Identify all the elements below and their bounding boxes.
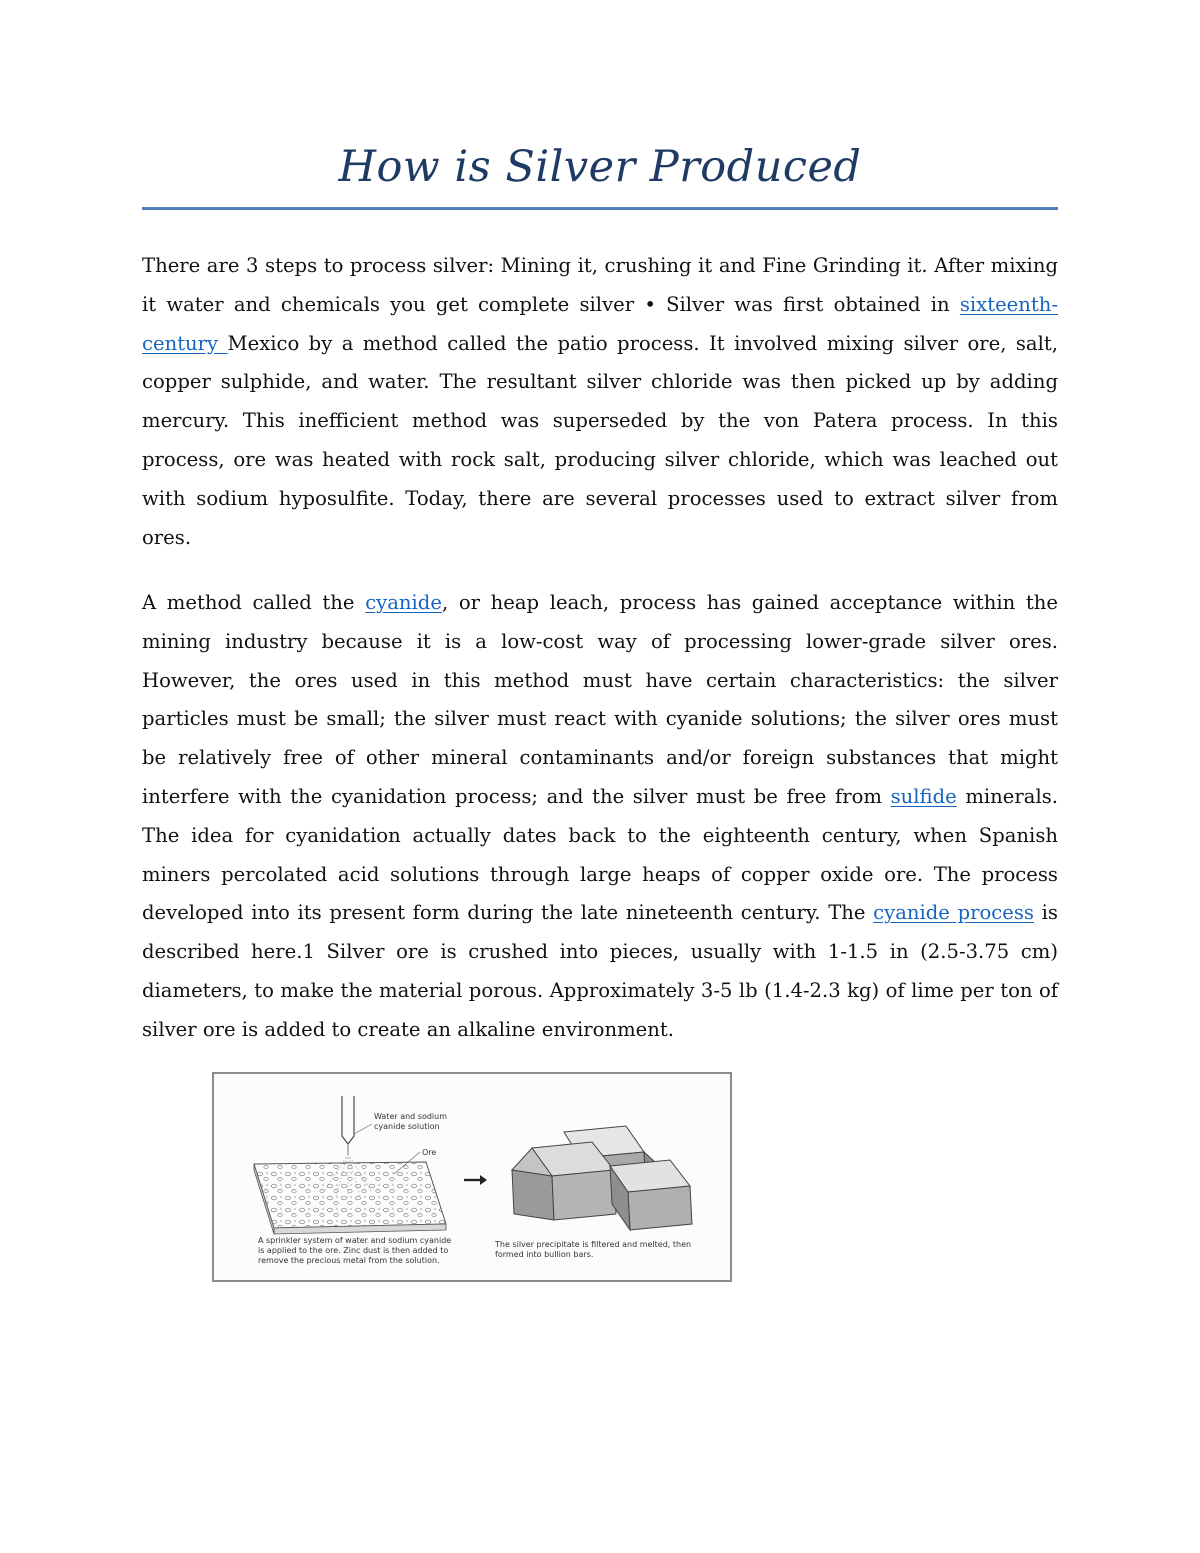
link-cyanide-process[interactable]: cyanide process — [873, 901, 1034, 925]
cyanide-text-a: A method called the — [142, 591, 366, 614]
cyanide-text-d: is described here.1 Silver ore is crushed into pieces, usually with 1-1.5 in (2.5-3.75 cm) diameters, to make the material porous. Approximately 3-5 lb (1.4-2.3 kg) of lime per ton of silver ore is added to create an alkaline environment. — [142, 901, 1058, 1041]
cyanide-text-c: minerals. The idea for cyanidation actually dates back to the eighteenth century, when Spanish miners percolated acid solutions through large heaps of copper oxide ore. The process developed into its present form during the late nineteenth century. The — [142, 784, 1058, 925]
caption-sprinkler: A sprinkler system of water and sodium cyanide is applied to the ore. Zinc dust is then added to remove the precious metal from the solution. — [258, 1236, 452, 1265]
paragraph-cyanide — [142, 584, 1058, 1050]
intro-text-a: There are 3 steps to process silver: Mining it, crushing it and Fine Grinding it. After mixing it water and chemicals you get complete silver — [142, 254, 1058, 316]
caption-bullion: The silver precipitate is filtered and melted, then formed into bullion bars. — [495, 1240, 692, 1259]
label-ore: Ore — [422, 1148, 437, 1157]
ore-heap-icon — [254, 1162, 446, 1234]
arrow-right-icon — [464, 1175, 487, 1185]
page-title: How is Silver Produced — [338, 142, 862, 192]
cyanide-text-b: , or heap leach, process has gained acceptance within the mining industry because it is a low-cost way of processing lower-grade silver ores. However, the ores used in this method must have certain characteristics: the silver particles must be small; the silver must react with cyanide solutions; the silver ores must be relatively free of other mineral contaminants and/or foreign substances that might interfere with the cyanidation process; and the silver must be free from — [142, 591, 1058, 808]
link-sixteenth-century[interactable]: sixteenth-century — [142, 292, 1058, 355]
bullet-mark: • — [644, 292, 656, 316]
link-sulfide[interactable]: sulfide — [890, 784, 957, 808]
label-water-cyanide: Water and sodium cyanide solution — [374, 1112, 448, 1131]
title-underline — [142, 207, 1058, 210]
bullion-bars-icon — [512, 1126, 692, 1230]
process-diagram — [212, 1072, 732, 1282]
link-cyanide[interactable]: cyanide — [365, 591, 442, 614]
paragraph-intro — [142, 247, 1058, 557]
intro-text-b: Silver was first obtained in — [655, 292, 960, 316]
intro-text-c: Mexico by a method called the patio process. It involved mixing silver ore, salt, copper sulphide, and water. The resultant silver chloride was then picked up by adding mercury. This inefficient method was superseded by the von Patera process. In this process, ore was heated with rock salt, producing silver chloride, which was leached out with sodium hyposulfite. Today, there are several processes used to extract silver from ores. — [142, 331, 1058, 549]
